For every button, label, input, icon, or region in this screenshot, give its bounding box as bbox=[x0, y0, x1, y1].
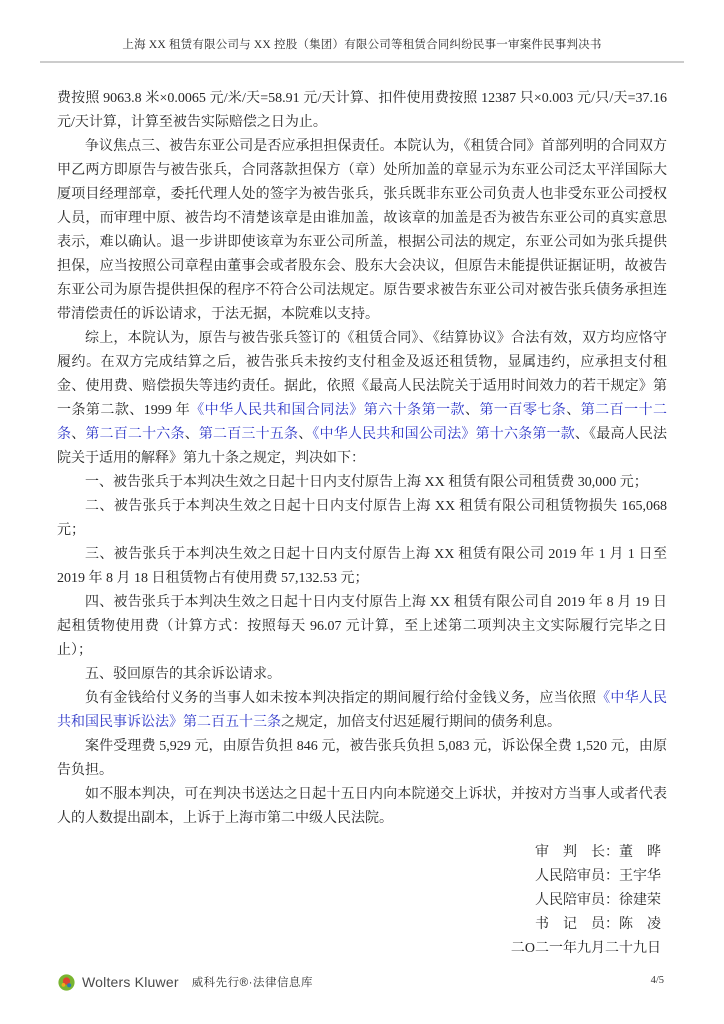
text-run: 、 bbox=[566, 403, 581, 418]
text-run: 费按照 9063.8 米×0.0065 元/米/天=58.91 元/天计算、扣件使用费按照 12387 只×0.003 元/只/天=37.16 元/天计算，计算至被告实际赔偿之日为止。 bbox=[57, 91, 667, 130]
paragraph bbox=[57, 135, 667, 327]
paragraph bbox=[57, 591, 667, 663]
text-run: 之规定，加倍支付迟延履行期间的债务利息。 bbox=[281, 715, 561, 730]
text-run: 二、被告张兵于本判决生效之日起十日内支付原告上海 XX 租赁有限公司租赁物损失 165,068 元； bbox=[57, 499, 667, 538]
footer-bar bbox=[58, 972, 313, 992]
text-run: 五、驳回原告的其余诉讼请求。 bbox=[85, 667, 281, 682]
clerk-line: 书 记 员：陈 凌 bbox=[535, 917, 661, 932]
text-run: 《最高人民法院关于适用的解释》第九十条之规定，判决如下： bbox=[57, 427, 668, 466]
paragraph bbox=[57, 87, 667, 135]
text-run: 、 bbox=[574, 427, 590, 442]
document-title: 上海 XX 租赁有限公司与 XX 控股（集团）有限公司等租赁合同纠纷民事一审案件民事判决书 bbox=[122, 39, 602, 51]
text-run: 三、被告张兵于本判决生效之日起十日内支付原告上海 XX 租赁有限公司 2019 年 1 月 1 日至 2019 年 8 月 18 日租赁物占有使用费 57,132.53 元； bbox=[57, 547, 667, 586]
text-run: 综上，本院认为，原告与被告张兵签订的《租赁合同》、《结算协议》合法有效，双方均应恪守履约。在双方完成结算之后，被告张兵未按约支付租金及返还租赁物，显属违约，应承担支付租金、使用费、赔偿损失等违约责任。据此，依照《最高人民法院关于适用时间效力的若干规定》第一条第二款、1999 年 bbox=[57, 331, 667, 418]
law-reference-link[interactable]: 第二百二十六条 bbox=[85, 427, 185, 442]
text-run: 如不服本判决，可在判决书送达之日起十五日内向本院递交上诉状，并按对方当事人或者代表人的人数提出副本，上诉于上海市第二中级人民法院。 bbox=[57, 787, 667, 826]
footer-product-text: 威科先行®·法律信息库 bbox=[191, 977, 313, 989]
text-run: 案件受理费 5,929 元，由原告负担 846 元，被告张兵负担 5,083 元，诉讼保全费 1,520 元，由原告负担。 bbox=[57, 739, 667, 778]
paragraph bbox=[57, 735, 667, 783]
paragraph bbox=[57, 543, 667, 591]
judgment-date-line: 二O二一年九月二十九日 bbox=[510, 941, 661, 956]
footer-brand-text: Wolters Kluwer bbox=[82, 974, 179, 990]
presiding-judge-line: 审 判 长：董 晔 bbox=[535, 845, 661, 860]
law-reference-link[interactable]: 《中华人民共和国合同法》第六十条第一款 bbox=[190, 403, 465, 418]
text-run: 四、被告张兵于本判决生效之日起十日内支付原告上海 XX 租赁有限公司自 2019 年 8 月 19 日起租赁物使用费（计算方式：按照每天 96.07 元计算，至上述第二项判决主文实际履行完毕之日止）； bbox=[57, 595, 667, 658]
paragraph bbox=[57, 783, 667, 831]
law-reference-link[interactable]: 第一百零七条 bbox=[479, 403, 567, 418]
text-run: 负有金钱给付义务的当事人如未按本判决指定的期间履行给付金钱义务，应当依照 bbox=[85, 691, 597, 706]
text-run: 一、被告张兵于本判决生效之日起十日内支付原告上海 XX 租赁有限公司租赁费 30,000 元； bbox=[85, 475, 648, 490]
paragraph bbox=[57, 663, 667, 687]
document-paragraphs bbox=[57, 87, 667, 831]
text-run: 、 bbox=[184, 427, 199, 442]
paragraph bbox=[57, 687, 667, 735]
text-run: 争议焦点三、被告东亚公司是否应承担担保责任。本院认为，《租赁合同》首部列明的合同双方甲乙两方即原告与被告张兵，合同落款担保方（章）处所加盖的章显示为东亚公司泛太平洋国际大厦项目经理部章，委托代理人处的签字为被告张兵，张兵既非东亚公司负责人也非受东亚公司授权人员，而审理中原、被告均不清楚该章是由谁加盖，故该章的加盖是否为被告东亚公司的真实意思表示，难以确认。退一步讲即使该章为东亚公司所盖，根据公司法的规定，东亚公司如为张兵提供担保，应当按照公司章程由董事会或者股东会、股东大会决议，但原告未能提供证据证明，故被告东亚公司为原告提供担保的程序不符合公司法规定。原告要求被告东亚公司对被告张兵债务承担连带清偿责任的诉讼请求，于法无据，本院难以支持。 bbox=[57, 139, 667, 322]
juror-line-2: 人民陪审员：徐建荣 bbox=[535, 893, 661, 908]
law-reference-link[interactable]: 第二百三十五条 bbox=[198, 427, 299, 442]
paragraph bbox=[57, 471, 667, 495]
document-body bbox=[57, 87, 667, 961]
document-header bbox=[40, 36, 684, 63]
juror-line-1: 人民陪审员：王宇华 bbox=[535, 869, 661, 884]
wolters-kluwer-logo-icon bbox=[58, 974, 75, 991]
signature-block bbox=[57, 841, 667, 961]
law-reference-link[interactable]: 《中华人民共和国民事诉讼法》第二百五十三条 bbox=[57, 691, 668, 730]
paragraph bbox=[57, 495, 667, 543]
law-reference-link[interactable]: 《中华人民共和国公司法》第十六条第一款 bbox=[312, 427, 575, 442]
page-number: 4/5 bbox=[650, 975, 664, 986]
text-run: 、 bbox=[71, 427, 86, 442]
text-run: 、 bbox=[465, 403, 480, 418]
law-reference-link[interactable]: 第二百一十二条 bbox=[57, 403, 668, 442]
paragraph bbox=[57, 327, 667, 471]
text-run: 、 bbox=[298, 427, 313, 442]
